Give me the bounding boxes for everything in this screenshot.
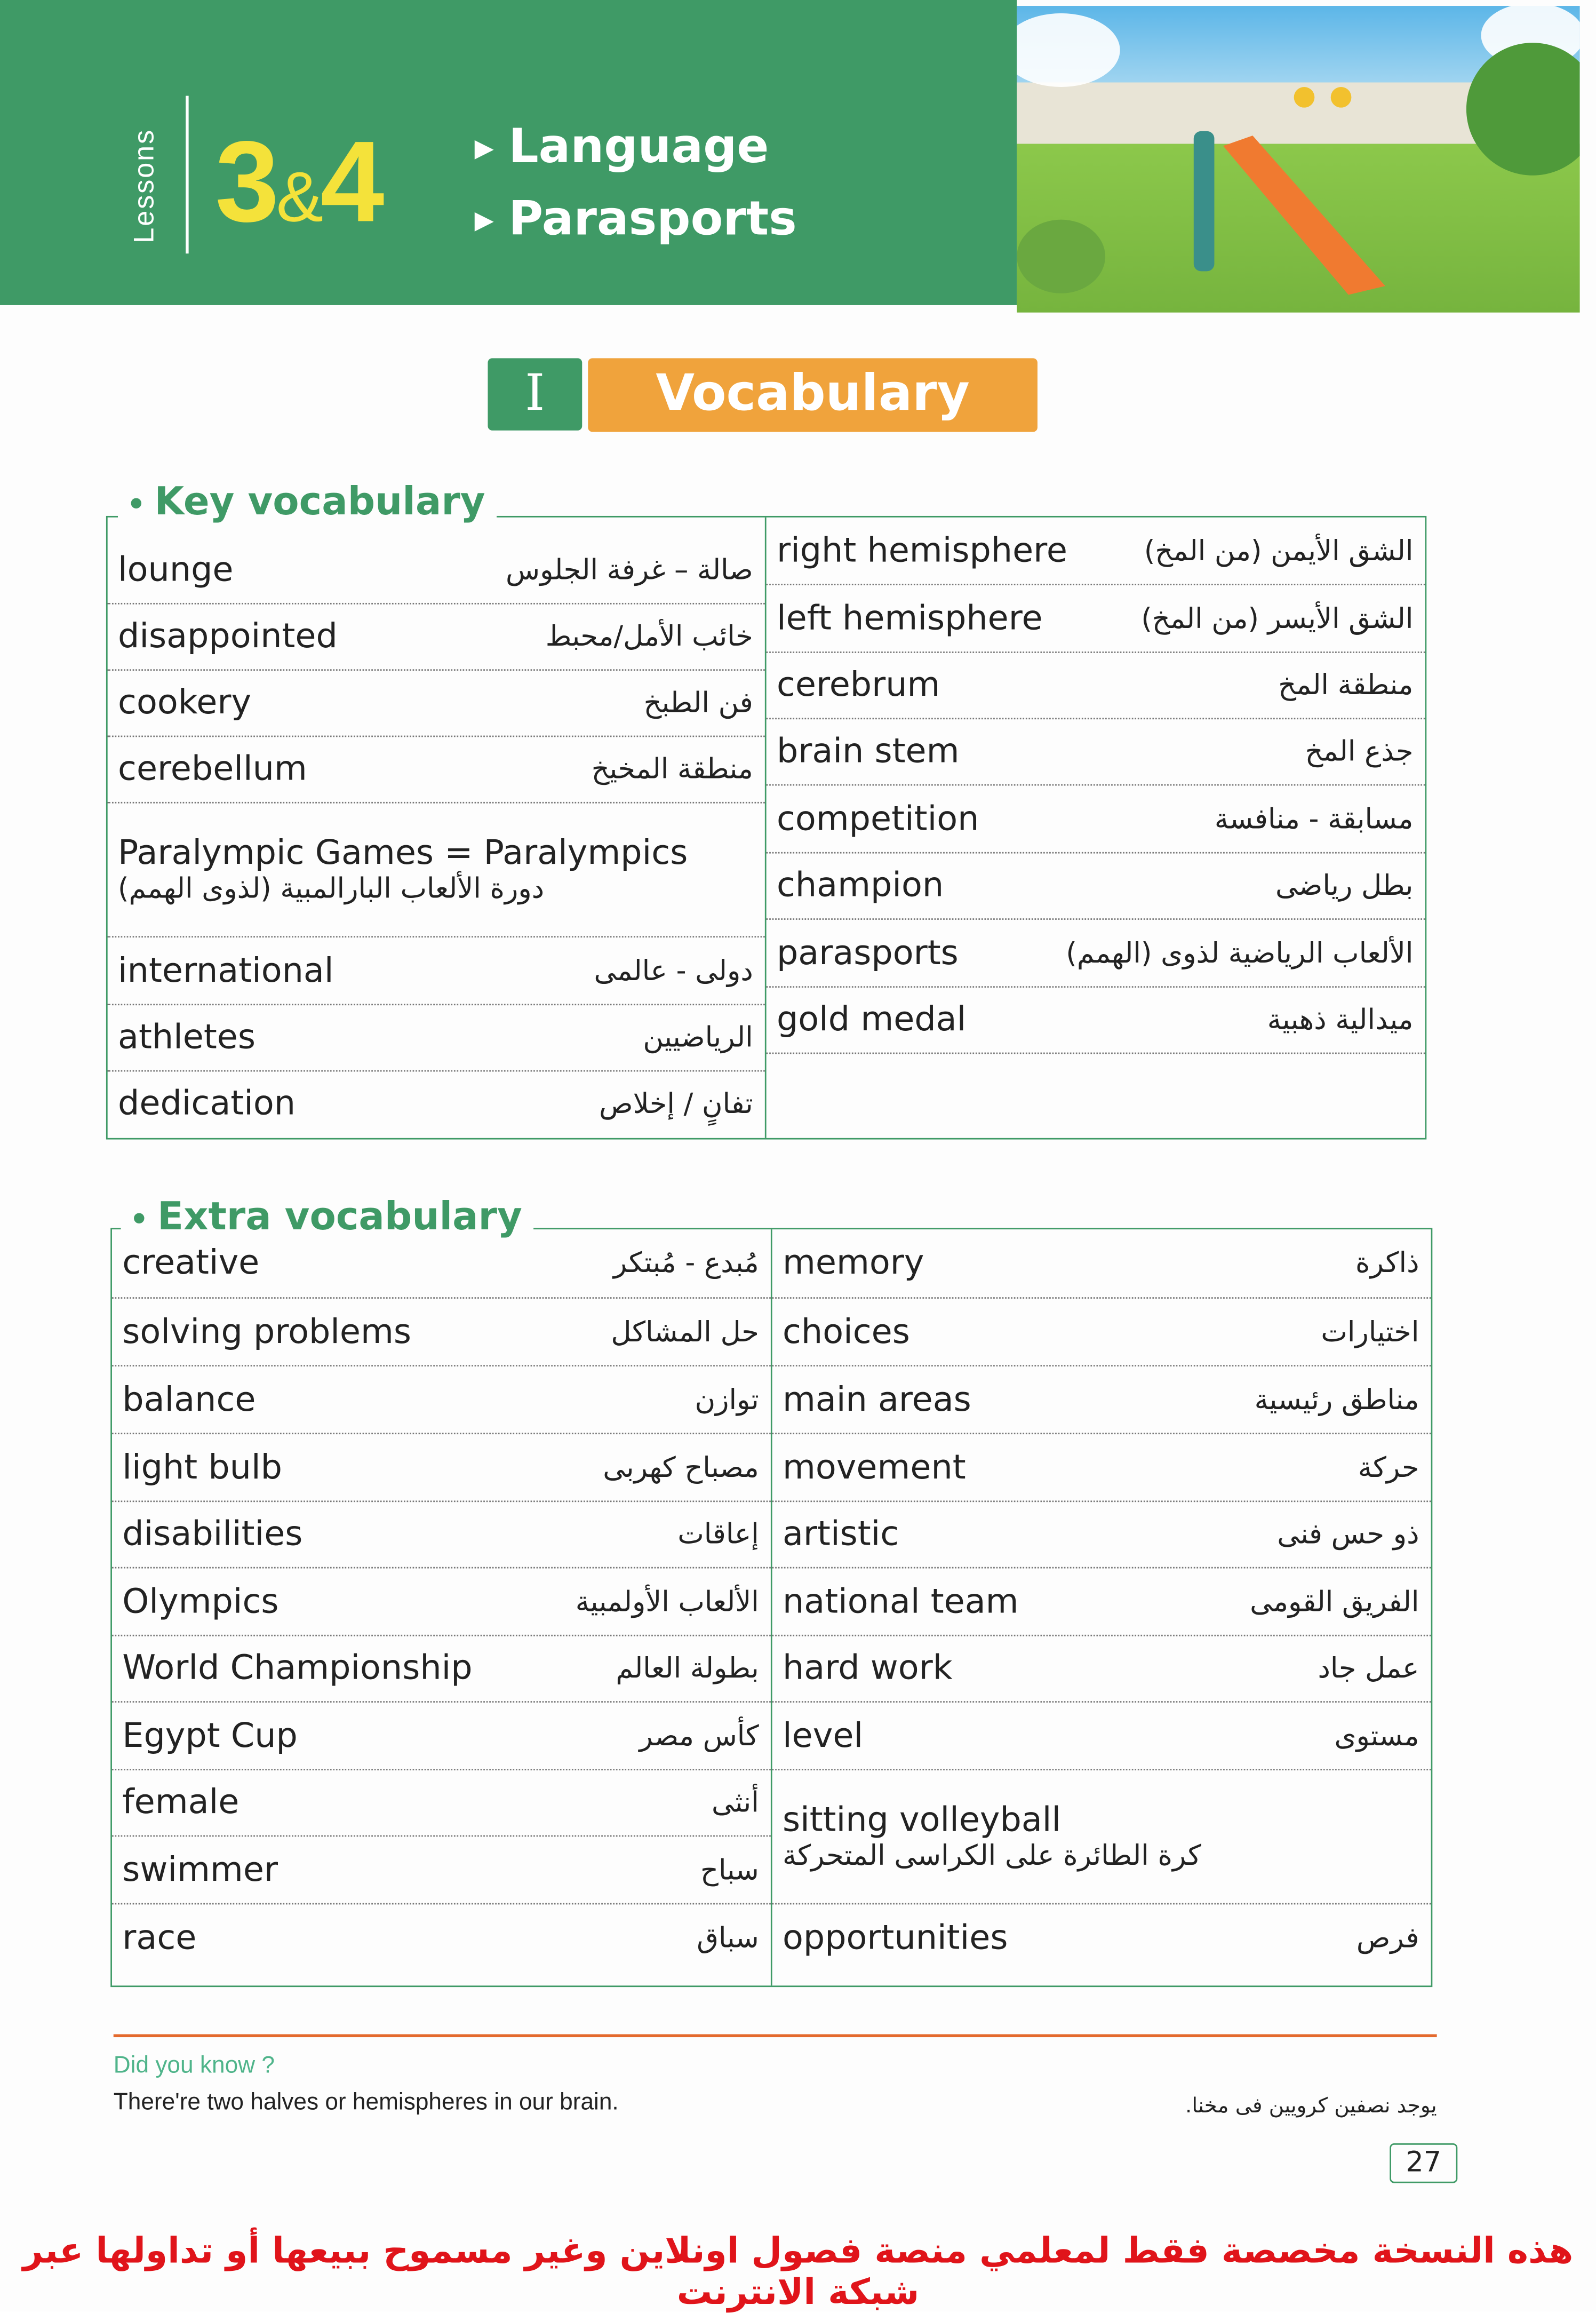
arabic-translation: ذو حس فنى xyxy=(1277,1518,1419,1551)
english-term: Egypt Cup xyxy=(122,1716,298,1755)
english-term: female xyxy=(122,1783,240,1822)
english-term: solving problems xyxy=(122,1313,412,1352)
english-term: cookery xyxy=(118,683,252,722)
vocab-row xyxy=(112,1434,771,1502)
english-term: opportunities xyxy=(782,1918,1008,1957)
topic-parasports xyxy=(475,190,797,246)
english-term: cerebellum xyxy=(118,750,307,789)
arabic-translation: مستوى xyxy=(1334,1719,1419,1752)
vocab-row xyxy=(772,1569,1431,1636)
bullet-icon: • xyxy=(130,1201,149,1237)
arabic-translation: الشق الأيمن (من المخ) xyxy=(1144,534,1414,567)
triangle-bullet-icon: ▶ xyxy=(474,134,494,164)
bullet-icon: • xyxy=(126,486,146,522)
vocab-row xyxy=(112,1229,771,1299)
arabic-translation: حل المشاكل xyxy=(611,1315,759,1348)
english-term: level xyxy=(782,1716,864,1755)
english-term: World Championship xyxy=(122,1649,473,1688)
vocab-row xyxy=(767,920,1425,988)
vocab-row xyxy=(112,1904,771,1970)
arabic-translation: مُبدع - مُبتكر xyxy=(613,1247,759,1280)
english-term: competition xyxy=(776,799,979,838)
arabic-translation: الرياضيين xyxy=(643,1021,753,1054)
english-term: Olympics xyxy=(122,1582,279,1621)
english-term: athletes xyxy=(118,1019,256,1057)
arabic-translation: دورة الألعاب البارالمبية (لذوى الهمم) xyxy=(118,872,545,905)
arabic-translation: تفانٍ / إخلاص xyxy=(599,1087,753,1120)
vocab-row xyxy=(772,1229,1431,1299)
english-term: light bulb xyxy=(122,1448,282,1487)
vocab-row xyxy=(108,605,765,671)
key-vocabulary-heading xyxy=(118,481,497,525)
english-term: choices xyxy=(782,1313,910,1352)
triangle-bullet-icon: ▶ xyxy=(474,206,494,236)
english-term: cerebrum xyxy=(776,666,940,705)
english-term: parasports xyxy=(776,934,959,973)
vocab-row xyxy=(108,737,765,803)
ampersand: & xyxy=(276,159,321,237)
arabic-translation: الألعاب الأولمبية xyxy=(575,1585,759,1618)
english-term: gold medal xyxy=(776,1000,967,1039)
vocab-row xyxy=(772,1770,1431,1904)
vocab-row xyxy=(767,988,1425,1054)
english-term: sitting volleyball xyxy=(782,1801,1062,1840)
english-term: brain stem xyxy=(776,733,960,771)
english-term: swimmer xyxy=(122,1850,278,1889)
arabic-translation: عمل جاد xyxy=(1318,1652,1419,1685)
arabic-translation: بطولة العالم xyxy=(616,1652,759,1685)
arabic-translation: اختيارات xyxy=(1321,1315,1419,1348)
vocab-row xyxy=(772,1636,1431,1703)
vocab-row xyxy=(108,804,765,937)
vocab-row xyxy=(108,937,765,1005)
vocab-row xyxy=(112,1636,771,1703)
section-title: Vocabulary xyxy=(588,358,1038,432)
topic-language xyxy=(475,118,769,174)
english-term: disappointed xyxy=(118,617,338,656)
vocab-row xyxy=(112,1502,771,1568)
english-term: movement xyxy=(782,1448,966,1487)
extra-vocabulary-heading xyxy=(121,1196,534,1240)
english-term: balance xyxy=(122,1380,256,1419)
vocab-row xyxy=(108,1071,765,1136)
arabic-translation: دولى - عالمى xyxy=(594,954,753,987)
arabic-translation: فن الطبخ xyxy=(643,687,753,720)
english-term: artistic xyxy=(782,1515,899,1554)
vocab-row xyxy=(767,719,1425,785)
vocab-row xyxy=(108,1005,765,1071)
arabic-translation: أنثى xyxy=(711,1786,759,1819)
vocab-row xyxy=(767,653,1425,719)
arabic-translation: منطقة المخيخ xyxy=(591,753,753,786)
vocab-row xyxy=(108,538,765,604)
playground-slide-illustration xyxy=(1017,6,1579,313)
vocab-row xyxy=(772,1366,1431,1434)
english-term: creative xyxy=(122,1244,260,1283)
vocab-row xyxy=(112,1837,771,1904)
header-divider xyxy=(186,96,189,254)
vocab-row xyxy=(772,1434,1431,1502)
divider xyxy=(114,2034,1437,2038)
heading-label: Key vocabulary xyxy=(154,480,485,525)
vocab-row xyxy=(767,786,1425,854)
arabic-translation: مصباح كهربى xyxy=(603,1451,759,1484)
arabic-translation: كرة الطائرة على الكراسى المتحركة xyxy=(782,1839,1201,1872)
vocab-row xyxy=(112,1770,771,1837)
arabic-translation: توازن xyxy=(695,1383,759,1416)
arabic-translation: حركة xyxy=(1358,1451,1419,1484)
arabic-translation: سباح xyxy=(700,1854,759,1886)
arabic-translation: الفريق القومى xyxy=(1250,1585,1419,1618)
english-term: right hemisphere xyxy=(776,531,1068,570)
english-term: lounge xyxy=(118,551,234,590)
arabic-translation: كأس مصر xyxy=(639,1719,759,1752)
did-you-know-title: Did you know ? xyxy=(113,2053,275,2079)
arabic-translation: الشق الأيسر (من المخ) xyxy=(1141,602,1414,635)
vocab-row xyxy=(112,1366,771,1434)
lesson-number-second: 4 xyxy=(320,116,381,247)
vocab-row xyxy=(767,518,1425,585)
vocab-row xyxy=(772,1299,1431,1366)
section-numeral: I xyxy=(488,358,582,430)
vocab-row xyxy=(112,1299,771,1366)
arabic-translation: فرص xyxy=(1356,1921,1419,1954)
arabic-translation: الألعاب الرياضية لذوى (الهمم) xyxy=(1066,936,1414,969)
topic-label: Parasports xyxy=(508,190,797,247)
extra-vocabulary-table xyxy=(110,1228,1432,1987)
vocab-row xyxy=(108,671,765,737)
arabic-translation: خائب الأمل/محبط xyxy=(545,621,753,653)
english-term: memory xyxy=(782,1244,924,1283)
arabic-translation: منطقة المخ xyxy=(1278,669,1414,702)
vocab-row xyxy=(772,1502,1431,1568)
vocab-row xyxy=(112,1569,771,1636)
arabic-translation: جذع المخ xyxy=(1305,735,1414,768)
key-vocabulary-table xyxy=(106,516,1426,1140)
arabic-translation: بطل رياضى xyxy=(1275,869,1414,902)
arabic-translation: صالة – غرفة الجلوس xyxy=(506,554,753,587)
heading-label: Extra vocabulary xyxy=(157,1195,522,1240)
english-term: left hemisphere xyxy=(776,599,1043,638)
lessons-label: Lessons xyxy=(130,128,161,243)
topic-label: Language xyxy=(508,118,769,174)
page-number: 27 xyxy=(1390,2143,1457,2183)
arabic-translation: ميدالية ذهبية xyxy=(1267,1004,1414,1037)
vocab-row xyxy=(112,1703,771,1770)
vocab-row xyxy=(772,1703,1431,1770)
vocab-row xyxy=(767,854,1425,920)
english-term: main areas xyxy=(782,1380,971,1419)
arabic-translation: سباق xyxy=(697,1921,759,1954)
copyright-notice: هذه النسخة مخصصة فقط لمعلمي منصة فصول اونلاين وغير مسموح ببيعها أو تداولها عبر شبكة الانترنت xyxy=(22,2230,1574,2313)
english-term: race xyxy=(122,1918,197,1957)
english-term: international xyxy=(118,951,334,990)
arabic-translation: مسابقة - منافسة xyxy=(1214,802,1414,836)
english-term: national team xyxy=(782,1582,1019,1621)
english-term: Paralympic Games = Paralympics xyxy=(118,834,688,873)
english-term: hard work xyxy=(782,1649,953,1688)
english-term: dedication xyxy=(118,1085,296,1124)
empty-row xyxy=(767,1054,1425,1113)
lesson-numbers xyxy=(215,115,381,249)
arabic-translation: مناطق رئيسية xyxy=(1254,1383,1419,1416)
english-term: champion xyxy=(776,867,944,905)
vocab-row xyxy=(772,1904,1431,1970)
did-you-know-text-arabic: يوجد نصفين كرويين فى مخنا. xyxy=(1185,2094,1437,2118)
english-term: disabilities xyxy=(122,1515,303,1554)
lesson-number-first: 3 xyxy=(215,116,276,247)
arabic-translation: إعاقات xyxy=(677,1518,759,1551)
arabic-translation: ذاكرة xyxy=(1355,1247,1419,1280)
illustration-shapes xyxy=(1017,6,1579,313)
did-you-know-text: There're two halves or hemispheres in our brain. xyxy=(113,2090,619,2116)
vocab-row xyxy=(767,585,1425,653)
